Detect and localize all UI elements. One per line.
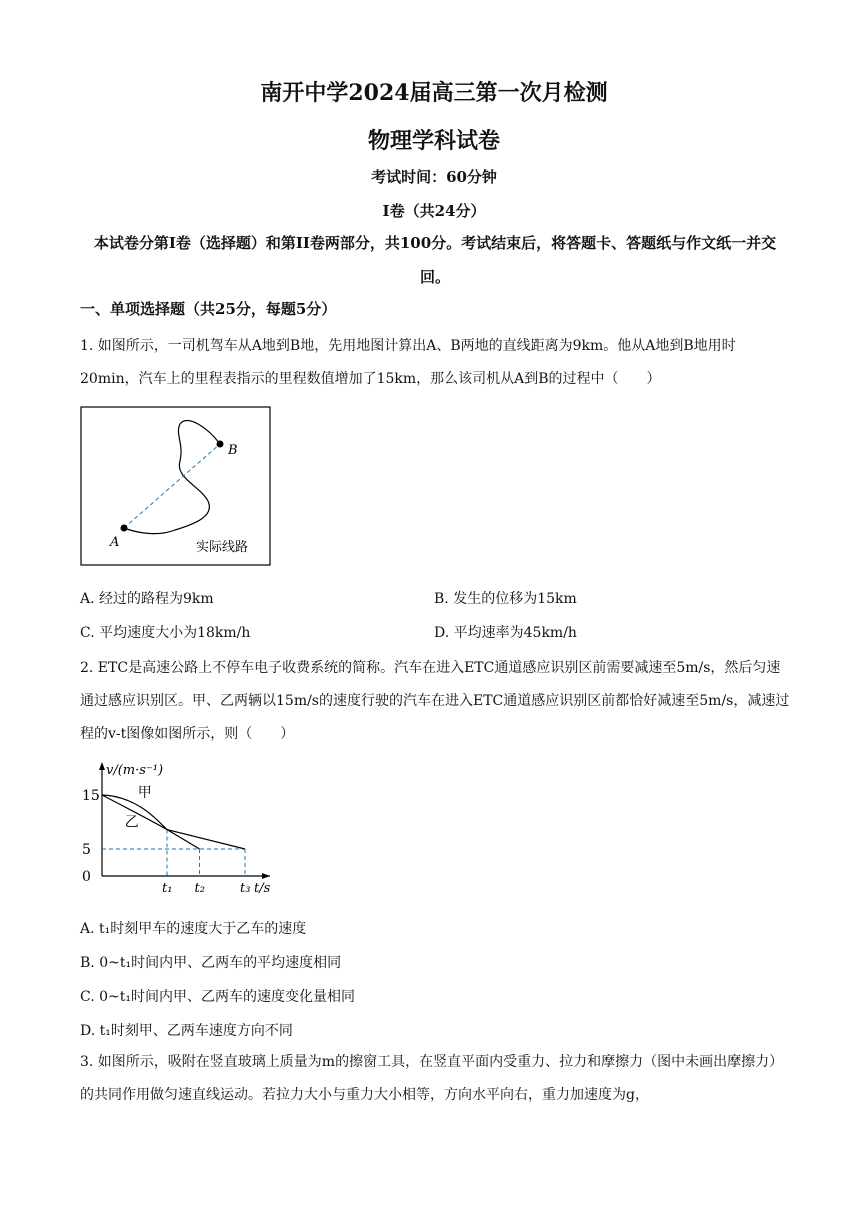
y-axis-arrow — [99, 762, 105, 770]
section-title: 一、单项选择题（共25分，每题5分） — [80, 300, 337, 318]
volume-title: I卷（共24分） — [382, 202, 486, 220]
subject-title: 物理学科试卷 — [367, 128, 500, 154]
series-line-yi — [102, 795, 245, 849]
q1-option-b[interactable]: B. 发生的位移为15km — [434, 591, 577, 607]
q2-option-b[interactable]: B. 0~t₁时间内甲、乙两车的平均速度相同 — [80, 955, 342, 971]
y-tick-label: 5 — [82, 842, 91, 858]
q2-option-d[interactable]: D. t₁时刻甲、乙两车速度方向不同 — [80, 1023, 293, 1039]
x-axis-arrow — [262, 873, 270, 879]
q2-option-c[interactable]: C. 0~t₁时间内甲、乙两车的速度变化量相同 — [80, 989, 355, 1005]
route-caption: 实际线路 — [196, 540, 249, 555]
q1-option-c[interactable]: C. 平均速度大小为18km/h — [80, 625, 251, 641]
q1-option-d[interactable]: D. 平均速率为45km/h — [434, 625, 577, 641]
series-label-yi: 乙 — [124, 814, 139, 831]
y-tick-label: 0 — [82, 869, 91, 885]
q1-option-a[interactable]: A. 经过的路程为9km — [80, 591, 214, 607]
q2-option-a[interactable]: A. t₁时刻甲车的速度大于乙车的速度 — [80, 921, 307, 937]
y-axis-label: v/(m·s⁻¹) — [106, 763, 164, 778]
q1-route-figure — [80, 406, 272, 568]
series-label-jia: 甲 — [137, 785, 152, 801]
question-2-stem: 2. ETC是高速公路上不停车电子收费系统的简称。汽车在进入ETC通道感应识别区前需要减速至5m/s，然后匀速通过感应识别区。甲、乙两辆以15m/s的速度行驶的汽车在进入ETC通道感应识别区前都恰好减速至5m/s，减速过程的v-t图像如图所示，则（ ） — [80, 660, 790, 742]
question-1-stem: 1. 如图所示，一司机驾车从A地到B地，先用地图计算出A、B两地的直线距离为9km。他从A地到B地用时20min，汽车上的里程表指示的里程数值增加了15km，那么该司机从A到B的过程中（ ） — [80, 338, 736, 387]
exam-time: 考试时间：60分钟 — [371, 168, 497, 186]
x-tick-label: t₁ — [162, 881, 173, 896]
x-axis-label: t/s — [254, 881, 271, 896]
y-tick-label: 15 — [82, 788, 100, 804]
page-title: 南开中学2024届高三第一次月检测 — [260, 80, 608, 106]
exam-intro: 本试卷分第I卷（选择题）和第II卷两部分，共100分。考试结束后，将答题卡、答题纸与作文纸一并交回。 — [93, 234, 777, 286]
x-tick-label: t₂ — [194, 881, 205, 896]
label-a: A — [110, 535, 120, 550]
q2-vt-chart — [80, 758, 280, 898]
x-tick-label: t₃ — [240, 881, 251, 896]
question-3-stem: 3. 如图所示，吸附在竖直玻璃上质量为m的擦窗工具，在竖直平面内受重力、拉力和摩擦力（图中未画出摩擦力）的共同作用做匀速直线运动。若拉力大小与重力大小相等，方向水平向右，重力加速度为g， — [80, 1054, 784, 1103]
label-b: B — [228, 443, 238, 458]
